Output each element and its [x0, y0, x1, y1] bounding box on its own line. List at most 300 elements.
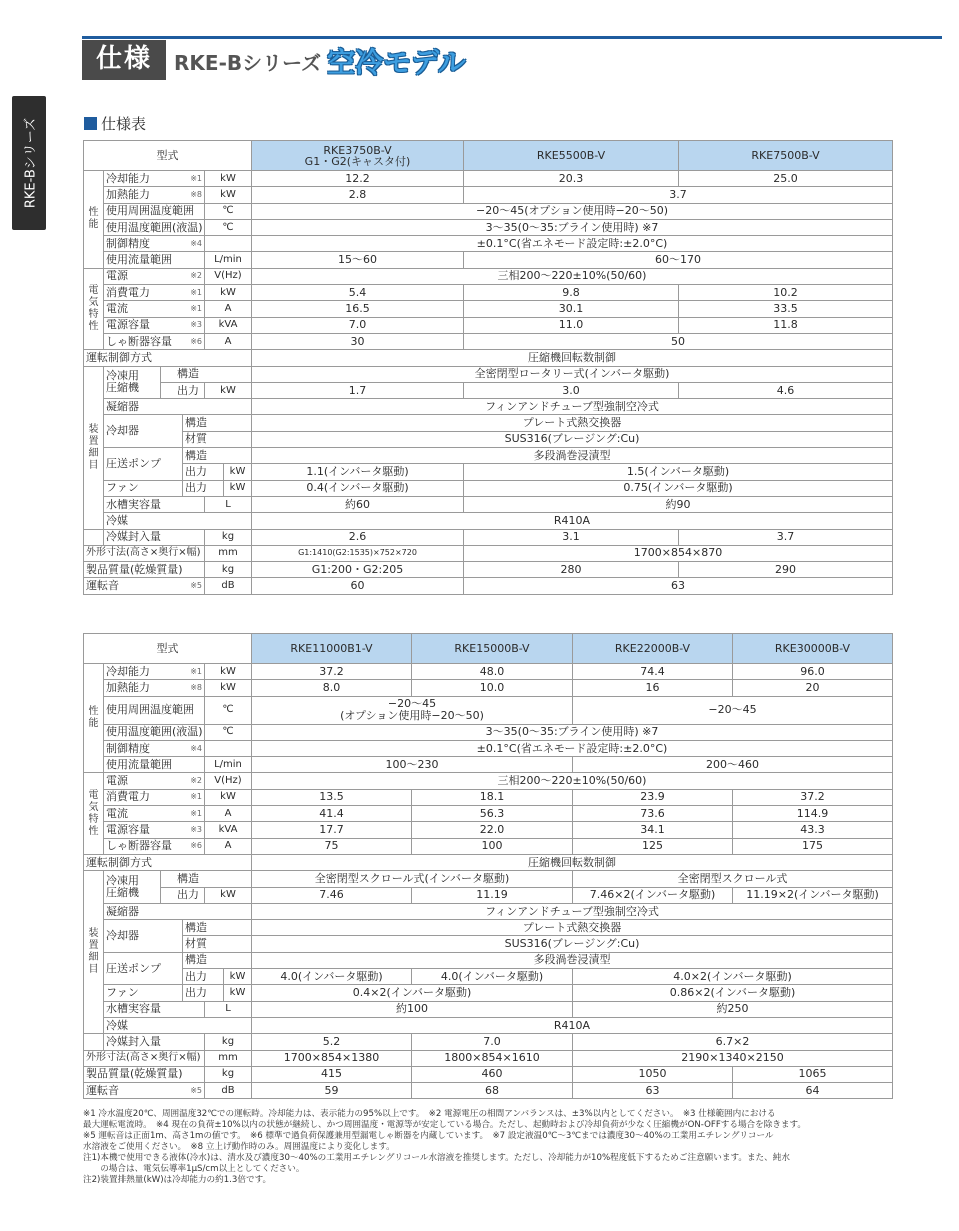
row-label: 製品質量(乾燥質量): [84, 562, 205, 578]
row-label: しゃ断器容量: [104, 838, 183, 854]
sub-label: 出力: [161, 887, 205, 903]
row-unit: L/min: [205, 757, 252, 773]
cell: 43.3: [733, 822, 893, 838]
cell: 30.1: [464, 301, 679, 317]
model-header: RKE5500B-V: [464, 141, 679, 171]
sub-label: 構造: [161, 366, 252, 382]
row-label: 加熱能力: [104, 187, 183, 203]
row-unit: ℃: [205, 203, 252, 219]
title-series: RKE-Bシリーズ: [174, 51, 322, 75]
row-label: 消費電力: [104, 285, 183, 301]
cell: 多段渦巻浸漬型: [252, 952, 893, 968]
cell: 1050: [573, 1066, 733, 1082]
page-title: [82, 38, 466, 80]
title-spec: 仕様: [82, 40, 166, 80]
table-row: [84, 268, 893, 284]
cell: 7.46: [252, 887, 412, 903]
cell: 10.2: [679, 285, 893, 301]
cell: 20.3: [464, 171, 679, 187]
table-row: [84, 920, 893, 936]
footnote-line: 水溶液をご使用ください。 ※8 立上げ動作時のみ。周囲温度により変化します。: [83, 1142, 395, 1152]
row-note: ※4: [183, 236, 205, 252]
cell: 約250: [573, 1001, 893, 1017]
table-row: [84, 545, 893, 561]
row-note: ※1: [183, 171, 205, 187]
row-unit: kW: [205, 680, 252, 696]
cell: 50: [464, 333, 893, 349]
row-note: ※1: [183, 806, 205, 822]
cell: 60〜170: [464, 252, 893, 268]
table-row: [84, 664, 893, 680]
table-row: [84, 680, 893, 696]
sub-label: 出力: [183, 969, 224, 985]
table-row: [84, 887, 893, 903]
row-unit: V(Hz): [205, 268, 252, 284]
footnote-line: 注1)本機で使用できる液体(冷水)は、清水及び濃度30〜40%の工業用エチレングリコール水溶液を推奨します。ただし、冷却能力が10%程度低下するためご注意願います。また、純水: [83, 1153, 790, 1163]
row-label: 運転制御方式: [84, 854, 252, 870]
cell: 460: [412, 1066, 573, 1082]
row-label: 外形寸法(高さ×奥行×幅): [84, 545, 205, 561]
model-header: RKE15000B-V: [412, 634, 573, 664]
cell: 114.9: [733, 806, 893, 822]
cell: 1700×854×870: [464, 545, 893, 561]
table-row: [84, 936, 893, 952]
cell: 75: [252, 838, 412, 854]
row-unit: ℃: [205, 696, 252, 724]
cell: 23.9: [573, 789, 733, 805]
row-label: 冷却能力: [104, 664, 183, 680]
table-row: [84, 757, 893, 773]
table-row: [84, 969, 893, 985]
row-unit: kW: [205, 187, 252, 203]
row-label: 冷媒封入量: [104, 529, 205, 545]
row-unit: ℃: [205, 219, 252, 235]
cell: 約100: [252, 1001, 573, 1017]
cell: 5.2: [252, 1034, 412, 1050]
cell: 7.46×2(インバータ駆動): [573, 887, 733, 903]
cell: 200〜460: [573, 757, 893, 773]
table-row: [84, 1066, 893, 1082]
table-row: [84, 382, 893, 398]
cell: 全密閉型スクロール式: [573, 871, 893, 887]
row-label: 水槽実容量: [104, 1001, 205, 1017]
cell: 3.7: [464, 187, 893, 203]
table-row: [84, 789, 893, 805]
cell: 三相200〜220±10%(50/60): [252, 773, 893, 789]
row-note: ※6: [183, 333, 205, 349]
row-unit: L: [205, 496, 252, 512]
cell: 全密閉型スクロール式(インバータ駆動): [252, 871, 573, 887]
cell: 60: [252, 578, 464, 594]
cell: 33.5: [679, 301, 893, 317]
cell: 4.0×2(インバータ駆動): [573, 969, 893, 985]
side-tab: [12, 96, 46, 230]
cell: 0.75(インバータ駆動): [464, 480, 893, 496]
cell: 10.0: [412, 680, 573, 696]
group-electrical: 電 気 特 性: [84, 268, 104, 349]
cell: 圧縮機回転数制御: [252, 854, 893, 870]
cell: 16: [573, 680, 733, 696]
cell: 0.86×2(インバータ駆動): [573, 985, 893, 1001]
table-row: [84, 634, 893, 664]
title-model-type: 空冷モデル: [327, 46, 466, 79]
cell: 4.0(インバータ駆動): [412, 969, 573, 985]
table-row: [84, 285, 893, 301]
row-note: ※1: [183, 789, 205, 805]
cell: 11.8: [679, 317, 893, 333]
cell: 280: [464, 562, 679, 578]
footnote-line: ※1 冷水温度20℃、周囲温度32℃での運転時。冷却能力は、表示能力の95%以上です。 ※2 電源電圧の相間アンバランスは、±3%以内としてください。 ※3 仕様範囲内における: [83, 1109, 776, 1119]
row-unit: kW: [205, 285, 252, 301]
row-label: 冷媒封入量: [104, 1034, 205, 1050]
table-row: [84, 1017, 893, 1033]
cell: 11.19×2(インバータ駆動): [733, 887, 893, 903]
cell: 175: [733, 838, 893, 854]
table-row: [84, 529, 893, 545]
row-label: 運転音: [84, 578, 183, 594]
cell: SUS316(ブレージング:Cu): [252, 431, 893, 447]
cell: フィンアンドチューブ型強制空冷式: [252, 399, 893, 415]
table-row: [84, 317, 893, 333]
cell: 3.0: [464, 382, 679, 398]
cell: 15〜60: [252, 252, 464, 268]
table-row: [84, 366, 893, 382]
table-row: [84, 806, 893, 822]
row-note: ※8: [183, 680, 205, 696]
table-row: [84, 496, 893, 512]
row-label: 冷却器: [104, 415, 183, 448]
cell: −20〜45 (オプション使用時−20〜50): [252, 696, 573, 724]
cell: 圧縮機回転数制御: [252, 350, 893, 366]
cell: 48.0: [412, 664, 573, 680]
cell: 18.1: [412, 789, 573, 805]
row-label: 製品質量(乾燥質量): [84, 1066, 205, 1082]
cell: 11.0: [464, 317, 679, 333]
footnote-line: の場合は、電気伝導率1μS/cm以上としてください。: [83, 1164, 305, 1174]
row-note: ※1: [183, 301, 205, 317]
table-row: [84, 871, 893, 887]
row-label: 電源: [104, 268, 183, 284]
model-header: RKE30000B-V: [733, 634, 893, 664]
row-unit: kW: [224, 985, 252, 1001]
cell: 1800×854×1610: [412, 1050, 573, 1066]
table-row: [84, 952, 893, 968]
cell: 1065: [733, 1066, 893, 1082]
table-row: [84, 985, 893, 1001]
cell: 約60: [252, 496, 464, 512]
footnotes: [83, 1109, 873, 1186]
table-row: [84, 1050, 893, 1066]
cell: 2.8: [252, 187, 464, 203]
sub-label: 構造: [183, 952, 252, 968]
table-row: [84, 448, 893, 464]
table-row: [84, 480, 893, 496]
cell: 34.1: [573, 822, 733, 838]
table-row: [84, 578, 893, 594]
cell: 1.7: [252, 382, 464, 398]
sub-label: 出力: [183, 464, 224, 480]
table-row: [84, 724, 893, 740]
cell: 9.8: [464, 285, 679, 301]
table-row: [84, 431, 893, 447]
cell: 22.0: [412, 822, 573, 838]
table-row: [84, 252, 893, 268]
cell: 30: [252, 333, 464, 349]
sub-label: 構造: [183, 415, 252, 431]
row-label: 電流: [104, 806, 183, 822]
table-row: [84, 219, 893, 235]
row-note: ※1: [183, 285, 205, 301]
row-label: しゃ断器容量: [104, 333, 183, 349]
cell: 68: [412, 1083, 573, 1099]
cell: 1700×854×1380: [252, 1050, 412, 1066]
table-row: [84, 1034, 893, 1050]
row-unit: kW: [224, 464, 252, 480]
cell: 3〜35(0〜35:ブライン使用時) ※7: [252, 724, 893, 740]
row-label: 電源容量: [104, 822, 183, 838]
cell: 63: [573, 1083, 733, 1099]
cell: 290: [679, 562, 893, 578]
cell: 7.0: [252, 317, 464, 333]
row-label: 消費電力: [104, 789, 183, 805]
group-equipment: 装 置 細 目: [84, 366, 104, 529]
row-unit: [205, 236, 252, 252]
cell: R410A: [252, 513, 893, 529]
row-unit: mm: [205, 545, 252, 561]
row-unit: kW: [205, 789, 252, 805]
row-label: 圧送ポンプ: [104, 952, 183, 985]
row-label: 使用周囲温度範囲: [104, 203, 205, 219]
row-label: 冷媒: [104, 1017, 252, 1033]
table-row: [84, 203, 893, 219]
row-unit: A: [205, 333, 252, 349]
table-row: [84, 562, 893, 578]
row-unit: kg: [205, 529, 252, 545]
table-row: [84, 415, 893, 431]
row-note: ※3: [183, 822, 205, 838]
cell: −20〜45(オプション使用時−20〜50): [252, 203, 893, 219]
row-unit: dB: [205, 578, 252, 594]
section-title: 仕様表: [101, 115, 147, 133]
side-tab-label: RKE-Bシリーズ: [23, 117, 39, 209]
row-label: 加熱能力: [104, 680, 183, 696]
cell: 約90: [464, 496, 893, 512]
sub-label: 構造: [183, 920, 252, 936]
table-row: [84, 854, 893, 870]
cell: −20〜45: [573, 696, 893, 724]
cell: 73.6: [573, 806, 733, 822]
cell: 4.0(インバータ駆動): [252, 969, 412, 985]
cell: 17.7: [252, 822, 412, 838]
row-label: 使用周囲温度範囲: [104, 696, 205, 724]
row-label: 使用流量範囲: [104, 757, 205, 773]
footnote-line: 注2)装置排熱量(kW)は冷却能力の約1.3倍です。: [83, 1175, 272, 1185]
cell: 多段渦巻浸漬型: [252, 448, 893, 464]
row-unit: kW: [205, 171, 252, 187]
cell: ±0.1°C(省エネモード設定時:±2.0°C): [252, 740, 893, 756]
cell: 13.5: [252, 789, 412, 805]
cell: 100〜230: [252, 757, 573, 773]
cell: 3〜35(0〜35:ブライン使用時) ※7: [252, 219, 893, 235]
row-label: 凝縮器: [104, 399, 252, 415]
spec-table-2: [83, 633, 893, 1099]
model-header: RKE22000B-V: [573, 634, 733, 664]
cell: 1.1(インバータ駆動): [252, 464, 464, 480]
table-row: [84, 1083, 893, 1099]
cell: 16.5: [252, 301, 464, 317]
table-row: [84, 350, 893, 366]
cell: 125: [573, 838, 733, 854]
cell: 11.19: [412, 887, 573, 903]
table-row: [84, 301, 893, 317]
row-label: 運転音: [84, 1083, 183, 1099]
row-label: 制御精度: [104, 236, 183, 252]
table-row: [84, 903, 893, 919]
cell: 96.0: [733, 664, 893, 680]
row-label: 電源: [104, 773, 183, 789]
cell: 3.7: [679, 529, 893, 545]
group-performance: 性 能: [84, 171, 104, 269]
cell: 415: [252, 1066, 412, 1082]
sub-label: 構造: [183, 448, 252, 464]
row-unit: kVA: [205, 317, 252, 333]
cell: 0.4(インバータ駆動): [252, 480, 464, 496]
table-row: [84, 141, 893, 171]
row-label: 電流: [104, 301, 183, 317]
row-unit: kW: [224, 969, 252, 985]
row-label: 冷却器: [104, 920, 183, 953]
row-label: 使用温度範囲(液温): [104, 219, 205, 235]
table-row: [84, 333, 893, 349]
row-unit: kg: [205, 562, 252, 578]
row-unit: mm: [205, 1050, 252, 1066]
model-header: RKE7500B-V: [679, 141, 893, 171]
sub-label: 出力: [183, 985, 224, 1001]
footnote-line: ※5 運転音は正面1m、高さ1mの値です。 ※6 標準で過負荷保護兼用型漏電しゃ断器を内蔵しています。 ※7 設定液温0℃〜3℃までは濃度30〜40%の工業用エチレングリコール: [83, 1131, 774, 1141]
row-note: ※6: [183, 838, 205, 854]
cell: 2190×1340×2150: [573, 1050, 893, 1066]
cell: 59: [252, 1083, 412, 1099]
cell: 7.0: [412, 1034, 573, 1050]
row-label: ファン: [104, 480, 183, 496]
table-row: [84, 1001, 893, 1017]
cell: 1.5(インバータ駆動): [464, 464, 893, 480]
group-equipment: 装 置 細 目: [84, 871, 104, 1034]
cell: R410A: [252, 1017, 893, 1033]
sub-label: 材質: [183, 431, 252, 447]
table-row: [84, 513, 893, 529]
table-row: [84, 822, 893, 838]
footnote-line: 最大運転電流時。 ※4 現在の負荷±10%以内の状態が継続し、かつ周囲温度・電源等が安定している場合。ただし、起動時および冷却負荷が少なく圧縮機がON-OFFする場合を除きます。: [83, 1120, 807, 1130]
cell: 41.4: [252, 806, 412, 822]
table-row: [84, 464, 893, 480]
table-row: [84, 773, 893, 789]
cell: プレート式熱交換器: [252, 920, 893, 936]
group-electrical: 電 気 特 性: [84, 773, 104, 854]
cell: 3.1: [464, 529, 679, 545]
cell: 2.6: [252, 529, 464, 545]
model-label: 型式: [84, 634, 252, 664]
model-header: RKE3750B-V G1・G2(キャスタ付): [252, 141, 464, 171]
row-note: ※5: [183, 1083, 205, 1099]
row-label: 制御精度: [104, 740, 183, 756]
table-row: [84, 236, 893, 252]
row-unit: L/min: [205, 252, 252, 268]
row-label: 凝縮器: [104, 903, 252, 919]
row-label: 圧送ポンプ: [104, 448, 183, 481]
row-unit: kg: [205, 1034, 252, 1050]
row-label: 外形寸法(高さ×奥行×幅): [84, 1050, 205, 1066]
sub-label: 構造: [161, 871, 252, 887]
row-label: 使用流量範囲: [104, 252, 205, 268]
section-marker-icon: [84, 117, 97, 130]
row-unit: A: [205, 838, 252, 854]
row-unit: L: [205, 1001, 252, 1017]
row-label: 冷却能力: [104, 171, 183, 187]
cell: 三相200〜220±10%(50/60): [252, 268, 893, 284]
sub-label: 出力: [183, 480, 224, 496]
sub-label: 出力: [161, 382, 205, 398]
cell: 8.0: [252, 680, 412, 696]
cell: G1:200・G2:205: [252, 562, 464, 578]
cell: 12.2: [252, 171, 464, 187]
row-note: ※3: [183, 317, 205, 333]
row-unit: A: [205, 806, 252, 822]
table-row: [84, 187, 893, 203]
row-unit: kVA: [205, 822, 252, 838]
row-label: 冷凍用 圧縮機: [104, 366, 161, 399]
row-unit: kg: [205, 1066, 252, 1082]
cell: 56.3: [412, 806, 573, 822]
cell: プレート式熱交換器: [252, 415, 893, 431]
cell: 6.7×2: [573, 1034, 893, 1050]
row-unit: kW: [205, 887, 252, 903]
cell: 全密閉型ロータリー式(インバータ駆動): [252, 366, 893, 382]
row-unit: dB: [205, 1083, 252, 1099]
row-unit: kW: [205, 664, 252, 680]
row-note: ※5: [183, 578, 205, 594]
row-note: ※1: [183, 664, 205, 680]
row-label: 運転制御方式: [84, 350, 252, 366]
cell: G1:1410(G2:1535)×752×720: [252, 545, 464, 561]
table-row: [84, 399, 893, 415]
cell: 25.0: [679, 171, 893, 187]
row-unit: [205, 740, 252, 756]
model-header: RKE11000B1-V: [252, 634, 412, 664]
cell: フィンアンドチューブ型強制空冷式: [252, 903, 893, 919]
row-unit: V(Hz): [205, 773, 252, 789]
cell: ±0.1°C(省エネモード設定時:±2.0°C): [252, 236, 893, 252]
row-label: 電源容量: [104, 317, 183, 333]
cell: 37.2: [252, 664, 412, 680]
row-unit: A: [205, 301, 252, 317]
cell: 100: [412, 838, 573, 854]
row-note: ※2: [183, 773, 205, 789]
cell: SUS316(ブレージング:Cu): [252, 936, 893, 952]
sub-label: 材質: [183, 936, 252, 952]
table-row: [84, 696, 893, 724]
spec-table-1: [83, 140, 893, 595]
row-note: ※4: [183, 740, 205, 756]
table-row: [84, 740, 893, 756]
row-note: ※2: [183, 268, 205, 284]
cell: 37.2: [733, 789, 893, 805]
cell: 0.4×2(インバータ駆動): [252, 985, 573, 1001]
row-label: 水槽実容量: [104, 496, 205, 512]
cell: 64: [733, 1083, 893, 1099]
row-unit: kW: [205, 382, 252, 398]
cell: 74.4: [573, 664, 733, 680]
